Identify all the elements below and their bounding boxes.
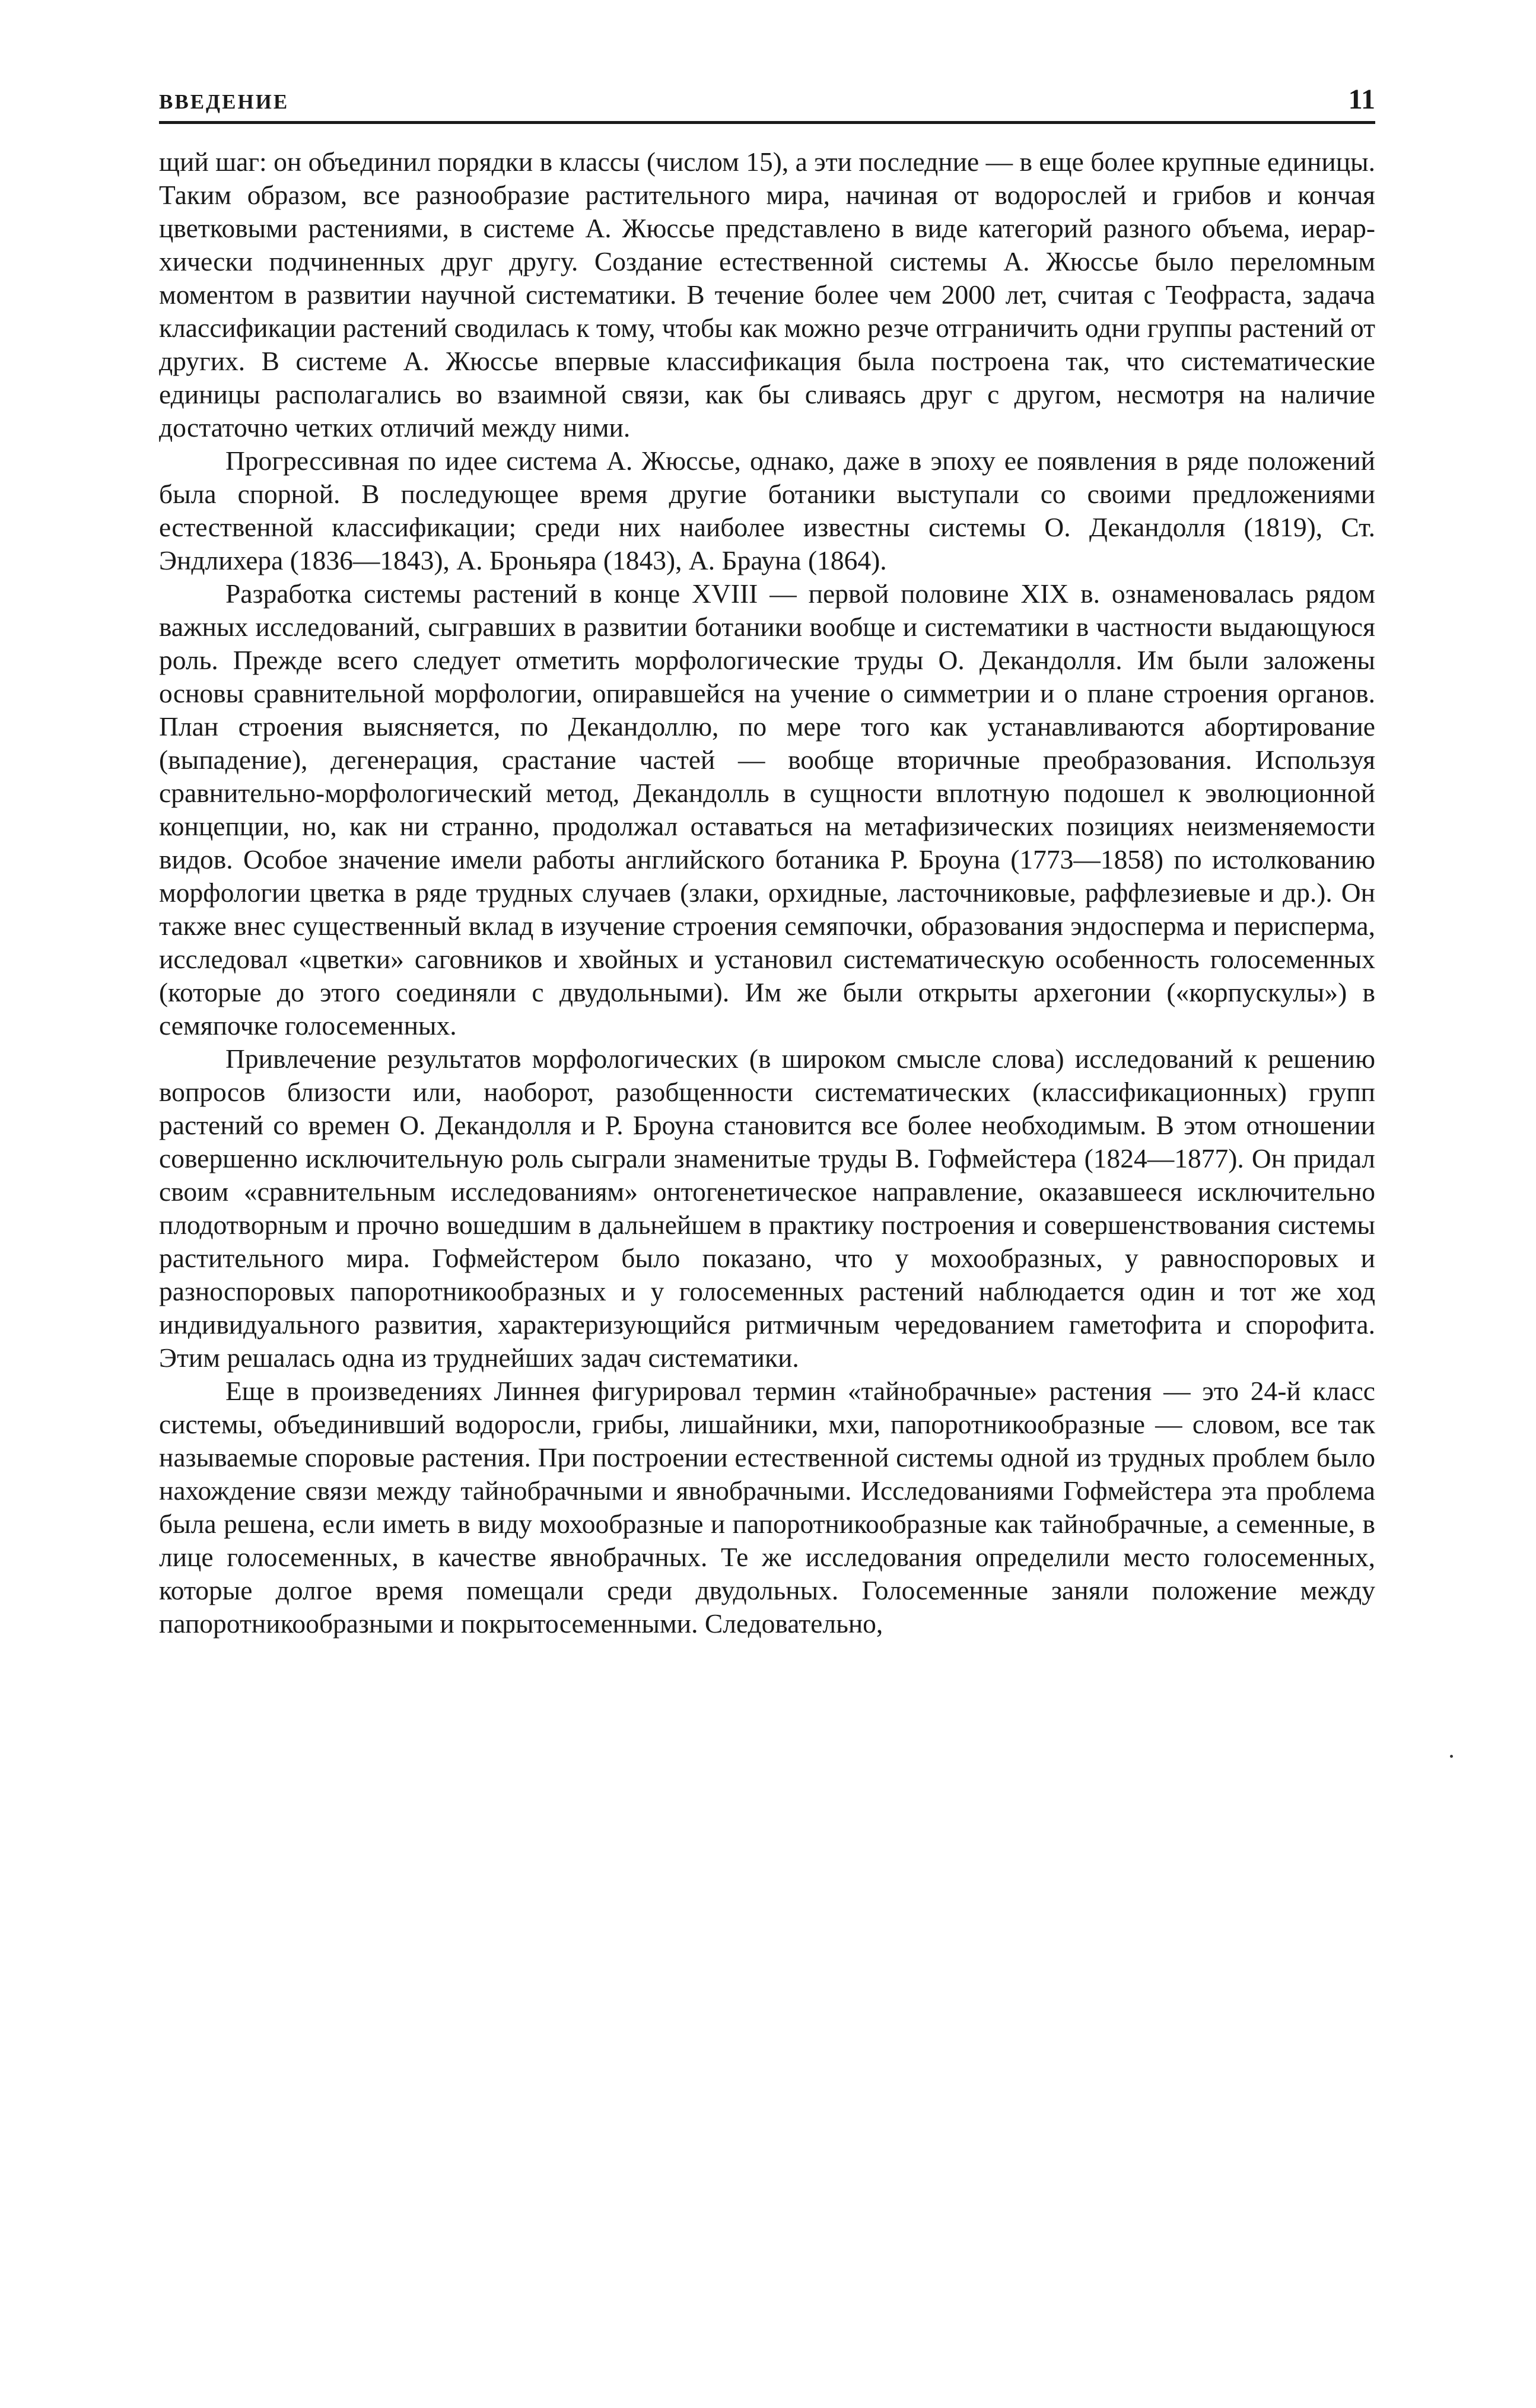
running-title: ВВЕДЕНИЕ [159, 90, 290, 113]
paragraph-2: Прогрессивная по идее система А. Жюссье, однако, даже в эпоху ее появления в ряде положений была спорной. В последующее время другие ботаники выступали со своими предложениями естественной классификации; среди них наиболее известны системы О. Декандолля (1819), Ст. Эндлихера (1836—1843), А. Броньяра (1843), А. Брауна (1864). [159, 446, 1375, 575]
header-rule [159, 121, 1375, 124]
body-text [159, 145, 1375, 1640]
paragraph-1: щий шаг: он объединил порядки в классы (числом 15), а эти последние — в еще более крупные единицы. Таким образом, все разнообразие растительного мира, начиная от водорослей и грибов и кончая цветковыми растениями, в системе А. Жюссье представлено в виде категорий разного объема, иерархически подчиненных друг другу. Создание естественной системы А. Жюссье было переломным моментом в развитии научной систематики. В течение более чем 2000 лет, считая с Теофраста, задача классификации растений сводилась к тому, чтобы как можно резче отграничить одни группы растений от других. В системе А. Жюссье впервые классификация была построена так, что систематические единицы располагались во взаимной связи, как бы сливаясь друг с другом, несмотря на наличие достаточно четких отличий между ними. [159, 147, 1375, 443]
book-page [159, 77, 1375, 1640]
margin-speck [1450, 1755, 1453, 1758]
paragraph-4: Привлечение результатов морфологических (в широком смысле слова) исследований к решению вопросов близости или, наоборот, разобщенности систематических (классификационных) групп растений со времен О. Декандолля и Р. Броуна становится все более необходимым. В этом отношении совершенно исключительную роль сыграли знаменитые труды В. Гофмейстера (1824—1877). Он придал своим «сравнительным исследованиям» онтогенетическое направление, оказавшееся исключительно плодотворным и прочно вошедшим в дальнейшем в практику построения и совершенствования системы растительного мира. Гофмейстером было показано, что у мохообразных, у равноспоровых и разноспоровых папоротникообразных и у голосеменных растений наблюдается один и тот же ход индивидуального развития, характеризующийся ритмичным чередованием гаметофита и спорофита. Этим решалась одна из труднейших задач систематики. [159, 1044, 1375, 1373]
page-number: 11 [1348, 84, 1375, 115]
paragraph-3: Разработка системы растений в конце XVIII — первой половине XIX в. ознаменовалась рядом важных исследований, сыгравших в развитии ботаники вообще и систематики в частности выдающуюся роль. Прежде всего следует отметить морфологические труды О. Декандолля. Им были заложены основы сравнительной морфологии, опиравшейся на учение о симметрии и о плане строения органов. План строения выясняется, по Декандоллю, по мере того как устанавливаются абортирование (выпадение), дегенерация, срастание частей — вообще вторичные преобразования. Используя сравнительно-морфологический метод, Декандолль в сущности вплотную подошел к эволюционной концепции, но, как ни странно, продолжал оставаться на метафизических позициях неизменяемости видов. Особое значение имели работы английского ботаника Р. Броуна (1773—1858) по истолкованию морфологии цветка в ряде трудных случаев (злаки, орхидные, ласточниковые, раффлезиевые и др.). Он также внес существенный вклад в изучение строения семяпочки, образования эндосперма и перисперма, исследовал «цветки» саговников и хвойных и установил систематическую особенность голосеменных (которые до этого соединяли с двудольными). Им же были открыты архегонии («корпускулы») в семяпочке голосеменных. [159, 578, 1375, 1041]
paragraph-5: Еще в произведениях Линнея фигурировал термин «тайнобрачные» растения — это 24-й класс системы, объединивший водоросли, грибы, лишайники, мхи, папоротникообразные — словом, все так называемые споровые растения. При построении естественной системы одной из трудных проблем было нахождение связи между тайнобрачными и явнобрачными. Исследованиями Гофмейстера эта проблема была решена, если иметь в виду мохообразные и папоротникообразные как тайнобрачные, а семенные, в лице голосеменных, в качестве явнобрачных. Те же исследования определили место голосеменных, которые долгое время помещали среди двудольных. Голосеменные заняли положение между папоротникообразными и покрытосеменными. Следовательно, [159, 1376, 1375, 1639]
running-head [159, 77, 1375, 114]
